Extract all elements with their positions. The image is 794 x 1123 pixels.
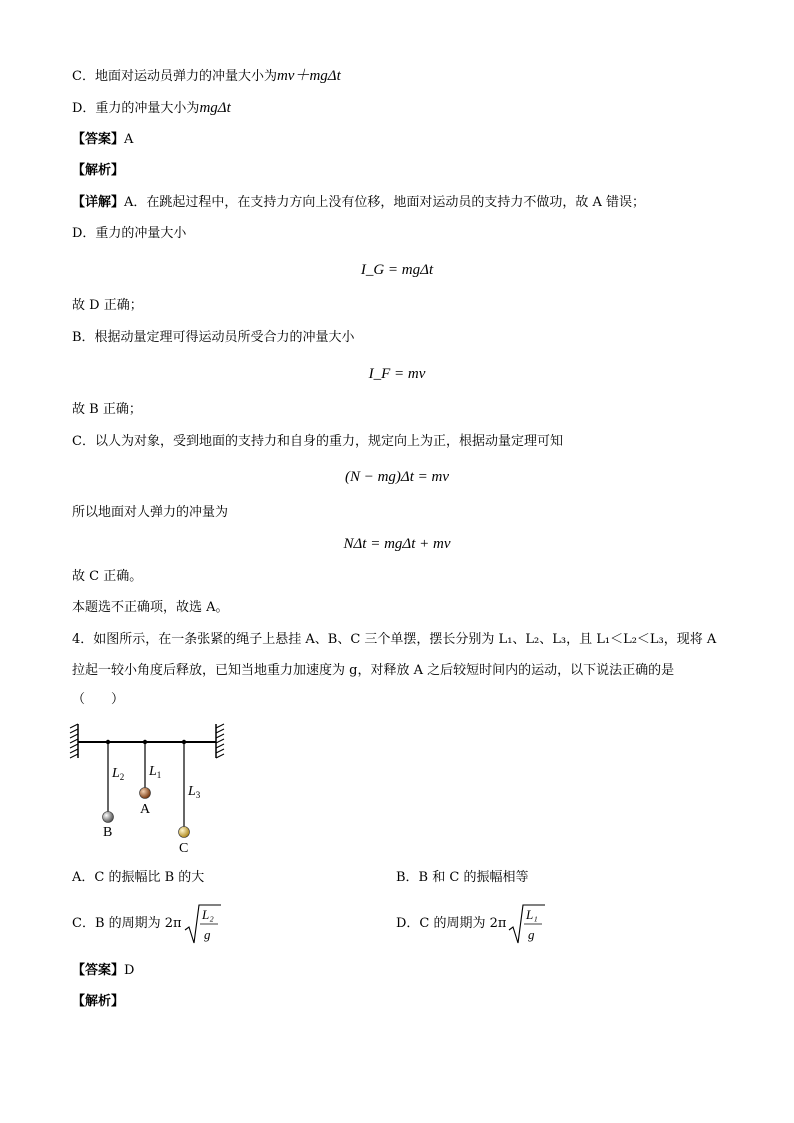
d-text: D．重力的冲量大小 <box>72 226 187 241</box>
sqrt-icon <box>184 902 222 946</box>
svg-text:g: g <box>203 927 211 942</box>
svg-text:L₂: L₂ <box>201 907 214 922</box>
ball-b <box>103 812 114 823</box>
ball-a <box>140 788 151 799</box>
equation-1: I_G = mgΔt <box>360 262 434 278</box>
label-a: A <box>140 802 151 817</box>
question-4-line1: 4．如图所示，在一条张紧的绳子上悬挂 A、B、C 三个单摆，摆长分别为 L₁、L₂、L₃，且 L₁＜L₂＜L₃，现将 A <box>72 632 717 647</box>
option-d-prev: D．重力的冲量大小为mgΔt <box>72 100 231 116</box>
label-b: B <box>103 825 113 840</box>
option-a: A．C 的振幅比 B 的大 <box>72 870 205 885</box>
equation-4: NΔt = mgΔt + mv <box>343 536 451 552</box>
option-c-prev: C．地面对运动员弹力的冲量大小为mv＋mgΔt <box>72 68 341 84</box>
answer-1: 【答案】A <box>72 132 134 147</box>
label-c: C <box>179 841 189 853</box>
analysis-2-label: 【解析】 <box>72 994 125 1009</box>
c-correct: 故 C 正确。 <box>72 569 143 584</box>
svg-text:g: g <box>528 927 535 942</box>
label-l3: $L_3$ <box>188 784 201 800</box>
b-text: B．根据动量定理可得运动员所受合力的冲量大小 <box>72 330 355 345</box>
label-l2: $L_2$ <box>112 766 125 782</box>
pendulum-figure <box>66 718 246 853</box>
option-c: C．B 的周期为 2π L₂ g <box>72 902 222 946</box>
equation-2: I_F = mv <box>368 366 426 382</box>
answer-2: 【答案】D <box>72 963 135 978</box>
detail-a: 【详解】A．在跳起过程中，在支持力方向上没有位移，地面对运动员的支持力不做功，故 A 错误； <box>72 195 646 210</box>
option-b: B．B 和 C 的振幅相等 <box>396 870 529 885</box>
label-l1: $L_1$ <box>149 764 162 780</box>
option-d: D．C 的周期为 2π L₁ g <box>396 902 546 946</box>
sqrt-icon <box>508 902 546 946</box>
d-correct: 故 D 正确； <box>72 298 143 313</box>
c-text: C．以人为对象，受到地面的支持力和自身的重力，规定向上为正，根据动量定理可知 <box>72 434 563 449</box>
question-4-line2: 拉起一较小角度后释放，已知当地重力加速度为 g，对释放 A 之后较短时间内的运动，以下说法正确的是 <box>72 663 675 678</box>
analysis-1-label: 【解析】 <box>72 163 125 178</box>
equation-3: (N − mg)Δt = mv <box>344 469 450 485</box>
question-4-line3: （ ） <box>72 692 125 707</box>
svg-text:L₁: L₁ <box>526 907 539 922</box>
ball-c <box>179 827 190 838</box>
so-text: 所以地面对人弹力的冲量为 <box>72 505 229 520</box>
b-correct: 故 B 正确； <box>72 402 142 417</box>
left-wall <box>70 724 78 758</box>
right-wall <box>216 724 224 758</box>
choose-text: 本题选不正确项，故选 A。 <box>72 600 229 615</box>
